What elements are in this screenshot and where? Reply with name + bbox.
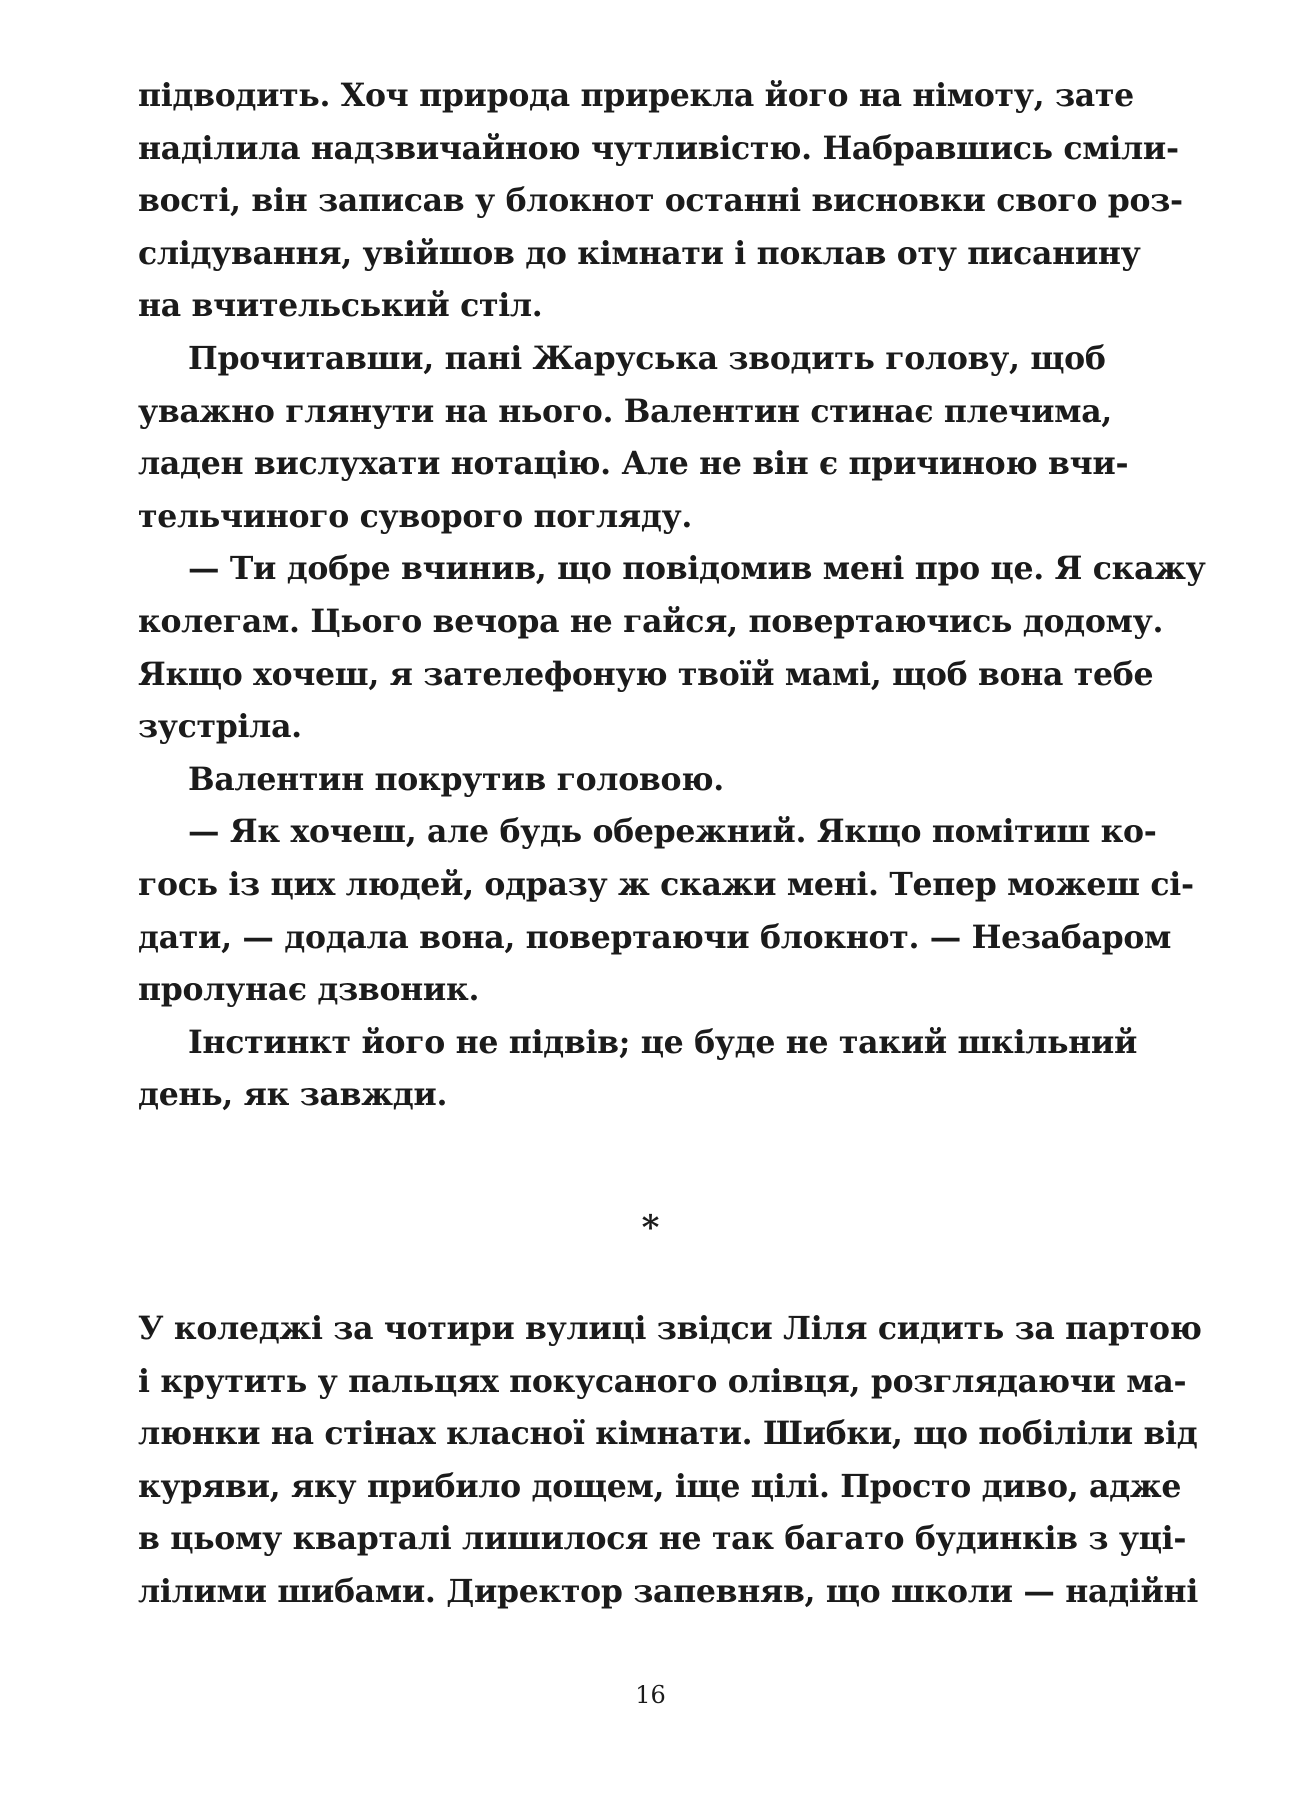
text-line: підводить. Хоч природа прирекла його на німоту, зате [138, 77, 1134, 114]
text-line: в цьому кварталі лишилося не так багато будинків з уці- [138, 1520, 1187, 1558]
text-line: уважно глянути на нього. Валентин стинає плечима, [138, 392, 1112, 430]
text-line: куряви, яку прибило дощем, іще цілі. Просто диво, адже [138, 1467, 1182, 1505]
text-line: і крутить у пальцях покусаного олівця, розглядаючи ма- [138, 1362, 1187, 1400]
text-line: ладен вислухати нотацію. Але не він є причиною вчи- [138, 445, 1129, 483]
text-line: Якщо хочеш, я зателефоную твоїй мамі, щоб вона тебе [138, 655, 1154, 693]
text-line: гось із цих людей, одразу ж скажи мені. Тепер можеш сі- [138, 865, 1194, 903]
text-line: лілими шибами. Директор запевняв, що школи — надійні [138, 1572, 1198, 1610]
text-line: Прочитавши, пані Жаруська зводить голову, щоб [188, 339, 1106, 377]
text-line: пролунає дзвоник. [138, 971, 480, 1009]
text-line: — Ти добре вчинив, що повідомив мені про це. Я скажу [188, 550, 1206, 588]
text-line: дати, — додала вона, повертаючи блокнот. — Незабаром [138, 918, 1172, 956]
text-line: слідування, увійшов до кімнати і поклав оту писанину [138, 234, 1141, 272]
text-line: люнки на стінах класної кімнати. Шибки, що побіліли від [138, 1415, 1198, 1453]
text-line: день, як завжди. [138, 1076, 448, 1114]
section-separator: * [641, 1208, 660, 1248]
text-line: на вчительський стіл. [138, 287, 543, 325]
text-line: Інстинкт його не підвів; це буде не такий шкільний [188, 1023, 1138, 1061]
text-line: тельчиного суворого погляду. [138, 497, 693, 535]
text-section-bottom [138, 1303, 1202, 1619]
text-line: вості, він записав у блокнот останні висновки свого роз- [138, 182, 1183, 220]
page-number: 16 [635, 1681, 666, 1709]
text-line: зустріла. [138, 708, 302, 746]
text-line: У коледжі за чотири вулиці звідси Ліля сидить за партою [138, 1310, 1202, 1347]
text-line: наділила надзвичайною чутливістю. Набравшись сміли- [138, 129, 1179, 167]
text-section-top [138, 70, 1206, 1122]
text-line: — Як хочеш, але будь обережний. Якщо помітиш ко- [188, 813, 1157, 851]
text-line: колегам. Цього вечора не гайся, повертаючись додому. [138, 602, 1164, 640]
text-line: Валентин покрутив головою. [188, 760, 724, 798]
